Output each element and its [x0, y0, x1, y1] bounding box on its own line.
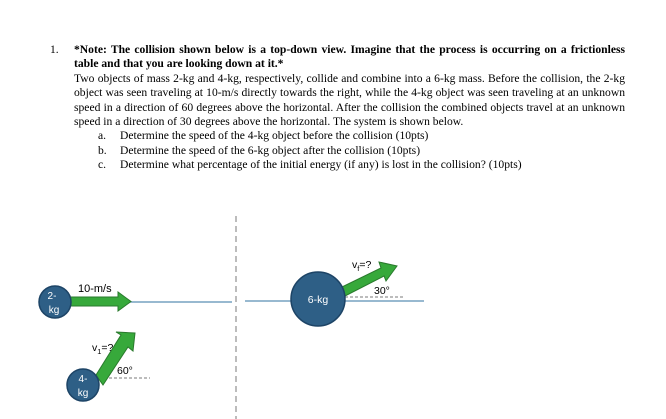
part-label: c. — [98, 158, 107, 172]
velocity-unknown: =? — [359, 259, 372, 271]
part-label: b. — [98, 143, 107, 157]
part-text: Determine the speed of the 4-kg object before the collision (10pts) — [120, 129, 429, 143]
problem-number: 1. — [50, 43, 59, 56]
velocity-label-2kg: 10-m/s — [78, 283, 112, 295]
velocity-unknown: =? — [101, 342, 114, 354]
mass-4kg-label-line2: kg — [77, 388, 89, 399]
velocity-symbol: v — [92, 342, 98, 354]
part-text: Determine what percentage of the initial energy (if any) is lost in the collision? (10pts) — [120, 158, 522, 172]
velocity-symbol: v — [352, 259, 358, 271]
mass-2kg-label-line2: kg — [48, 305, 60, 316]
mass-2kg-label-line1: 2- — [47, 291, 57, 302]
velocity-label-4kg — [92, 342, 114, 356]
problem-note: *Note: The collision shown below is a top-down view. Imagine that the process is occurring on a frictionless table and that you are looking down at it.* — [74, 43, 625, 71]
part-label: a. — [98, 129, 107, 143]
velocity-subscript: 1 — [97, 347, 102, 356]
part-text: Determine the speed of the 6-kg object after the collision (10pts) — [120, 143, 421, 157]
mass-4kg-label-line1: 4- — [78, 374, 88, 385]
problem-description: Two objects of mass 2-kg and 4-kg, respectively, collide and combine into a 6-kg mass. Before the collision, the 2-kg object was seen traveling at 10-m/s directly towards the right, while the 4-kg object was seen traveling at an unknown speed in a direction of 60 degrees above the horizontal. After the collision the combined objects travel at an unknown speed in a direction of 30 degrees above the horizontal. The system is shown below. — [74, 71, 625, 129]
mass-6kg-label: 6-kg — [307, 294, 329, 306]
velocity-label-6kg — [352, 259, 371, 273]
angle-label-6kg: 30° — [374, 285, 390, 297]
velocity-subscript: f — [357, 264, 360, 273]
velocity-arrow-4kg — [96, 332, 135, 385]
angle-label-4kg: 60° — [117, 365, 133, 377]
